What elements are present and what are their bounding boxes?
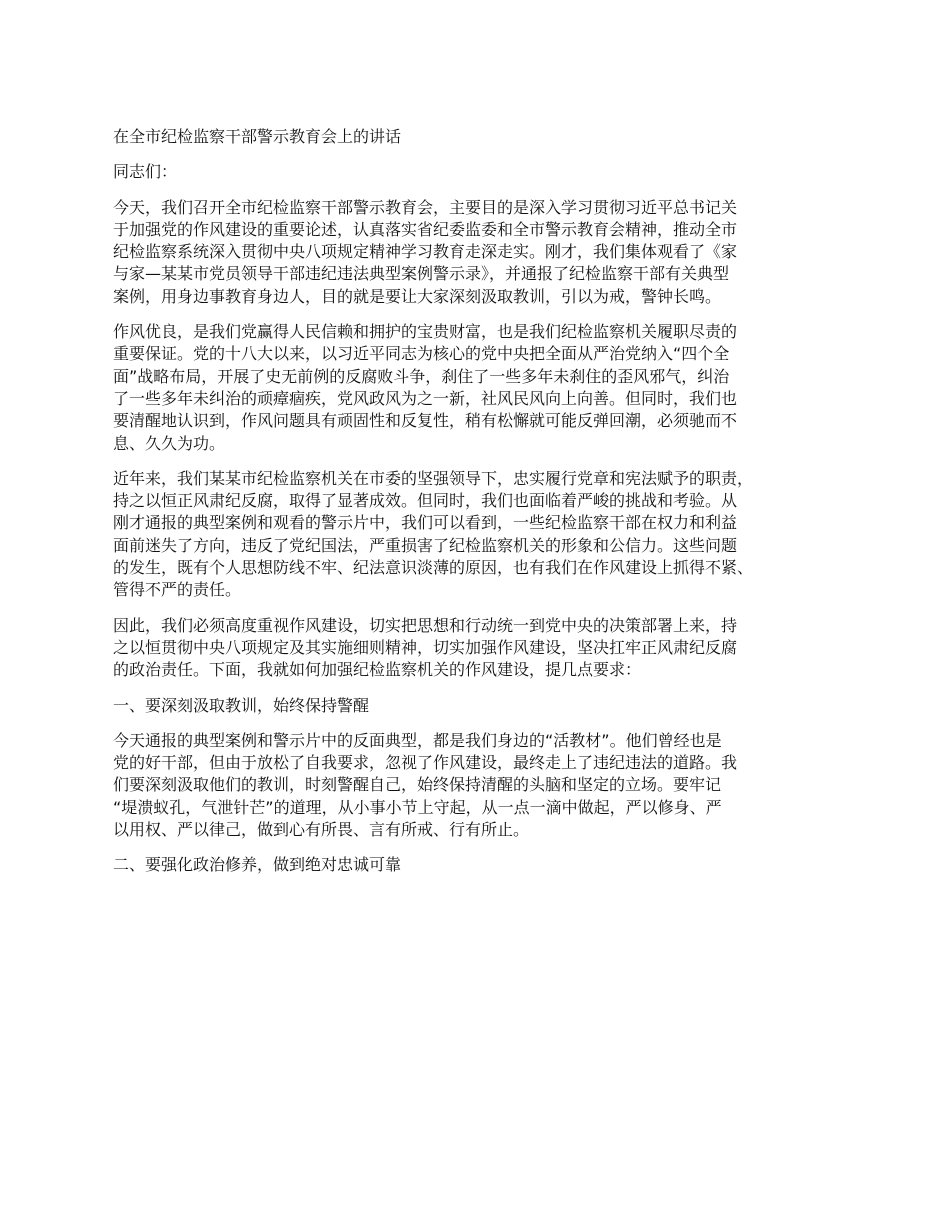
section-heading-1: 一、要深刻汲取教训，始终保持警醒	[113, 695, 370, 715]
paragraph-line: 的发生，既有个人思想防线不牢、纪法意识淡薄的原因，也有我们在作风建设上抓得不紧、	[113, 558, 754, 578]
paragraph-2	[113, 321, 858, 455]
paragraph-4	[113, 615, 858, 682]
paragraph-line: 之以恒贯彻中央八项规定及其实施细则精神，切实加强作风建设，坚决扛牢正风肃纪反腐	[113, 637, 738, 657]
section-heading-2: 二、要强化政治修养，做到绝对忠诚可靠	[113, 855, 402, 875]
paragraph-line: 于加强党的作风建设的重要论述，认真落实省纪委监委和全市警示教育会精神，推动全市	[113, 219, 738, 239]
paragraph-line: 以用权、严以律己，做到心有所畏、言有所戒、行有所止。	[113, 820, 530, 840]
paragraph-line: 党的好干部，但由于放松了自我要求，忽视了作风建设，最终走上了违纪违法的道路。我	[113, 753, 738, 773]
paragraph-3	[113, 468, 858, 602]
document-title: 在全市纪检监察干部警示教育会上的讲话	[113, 127, 402, 146]
paragraph-line: 要清醒地认识到，作风问题具有顽固性和反复性，稍有松懈就可能反弹回潮，必须驰而不	[113, 411, 738, 431]
paragraph-line: “堤溃蚁孔，气泄针芒”的道理，从小事小节上守起，从一点一滴中做起，严以修身、严	[113, 797, 722, 817]
paragraph-line: 们要深刻汲取他们的教训，时刻警醒自己，始终保持清醒的头脑和坚定的立场。要牢记	[113, 775, 722, 795]
paragraph-line: 案例，用身边事教育身边人，目的就是要让大家深刻汲取教训，引以为戒，警钟长鸣。	[113, 286, 722, 306]
salutation: 同志们：	[113, 162, 178, 182]
paragraph-line: 面前迷失了方向，违反了党纪国法，严重损害了纪检监察机关的形象和公信力。这些问题	[113, 535, 738, 555]
paragraph-line: 重要保证。党的十八大以来，以习近平同志为核心的党中央把全面从严治党纳入“四个全	[113, 344, 730, 364]
document-page	[113, 126, 858, 890]
paragraph-line: 管得不严的责任。	[113, 580, 242, 600]
section-1-paragraph	[113, 730, 858, 841]
paragraph-line: 纪检监察系统深入贯彻中央八项规定精神学习教育走深走实。刚才，我们集体观看了《家	[113, 242, 738, 262]
paragraph-line: 面”战略布局，开展了史无前例的反腐败斗争，刹住了一些多年未刹住的歪风邪气，纠治	[113, 366, 730, 386]
paragraph-line: 因此，我们必须高度重视作风建设，切实把思想和行动统一到党中央的决策部署上来，持	[113, 615, 738, 635]
paragraph-line: 了一些多年未纠治的顽瘴痼疾，党风政风为之一新，社风民风向上向善。但同时，我们也	[113, 388, 738, 408]
paragraph-line: 刚才通报的典型案例和观看的警示片中，我们可以看到，一些纪检监察干部在权力和利益	[113, 513, 738, 533]
paragraph-line: 与家—某某市党员领导干部违纪违法典型案例警示录》，并通报了纪检监察干部有关典型	[113, 264, 730, 284]
paragraph-line: 的政治责任。下面，我就如何加强纪检监察机关的作风建设，提几点要求：	[113, 660, 642, 680]
paragraph-line: 作风优良，是我们党赢得人民信赖和拥护的宝贵财富，也是我们纪检监察机关履职尽责的	[113, 322, 738, 342]
paragraph-line: 息、久久为功。	[113, 433, 226, 453]
paragraph-line: 近年来，我们某某市纪检监察机关在市委的坚强领导下，忠实履行党章和宪法赋予的职责，	[113, 468, 754, 488]
paragraph-line: 今天，我们召开全市纪检监察干部警示教育会，主要目的是深入学习贯彻习近平总书记关	[113, 197, 738, 217]
paragraph-line: 今天通报的典型案例和警示片中的反面典型，都是我们身边的“活教材”。他们曾经也是	[113, 730, 722, 750]
paragraph-1	[113, 197, 858, 308]
paragraph-line: 持之以恒正风肃纪反腐，取得了显著成效。但同时，我们也面临着严峻的挑战和考验。从	[113, 491, 738, 511]
